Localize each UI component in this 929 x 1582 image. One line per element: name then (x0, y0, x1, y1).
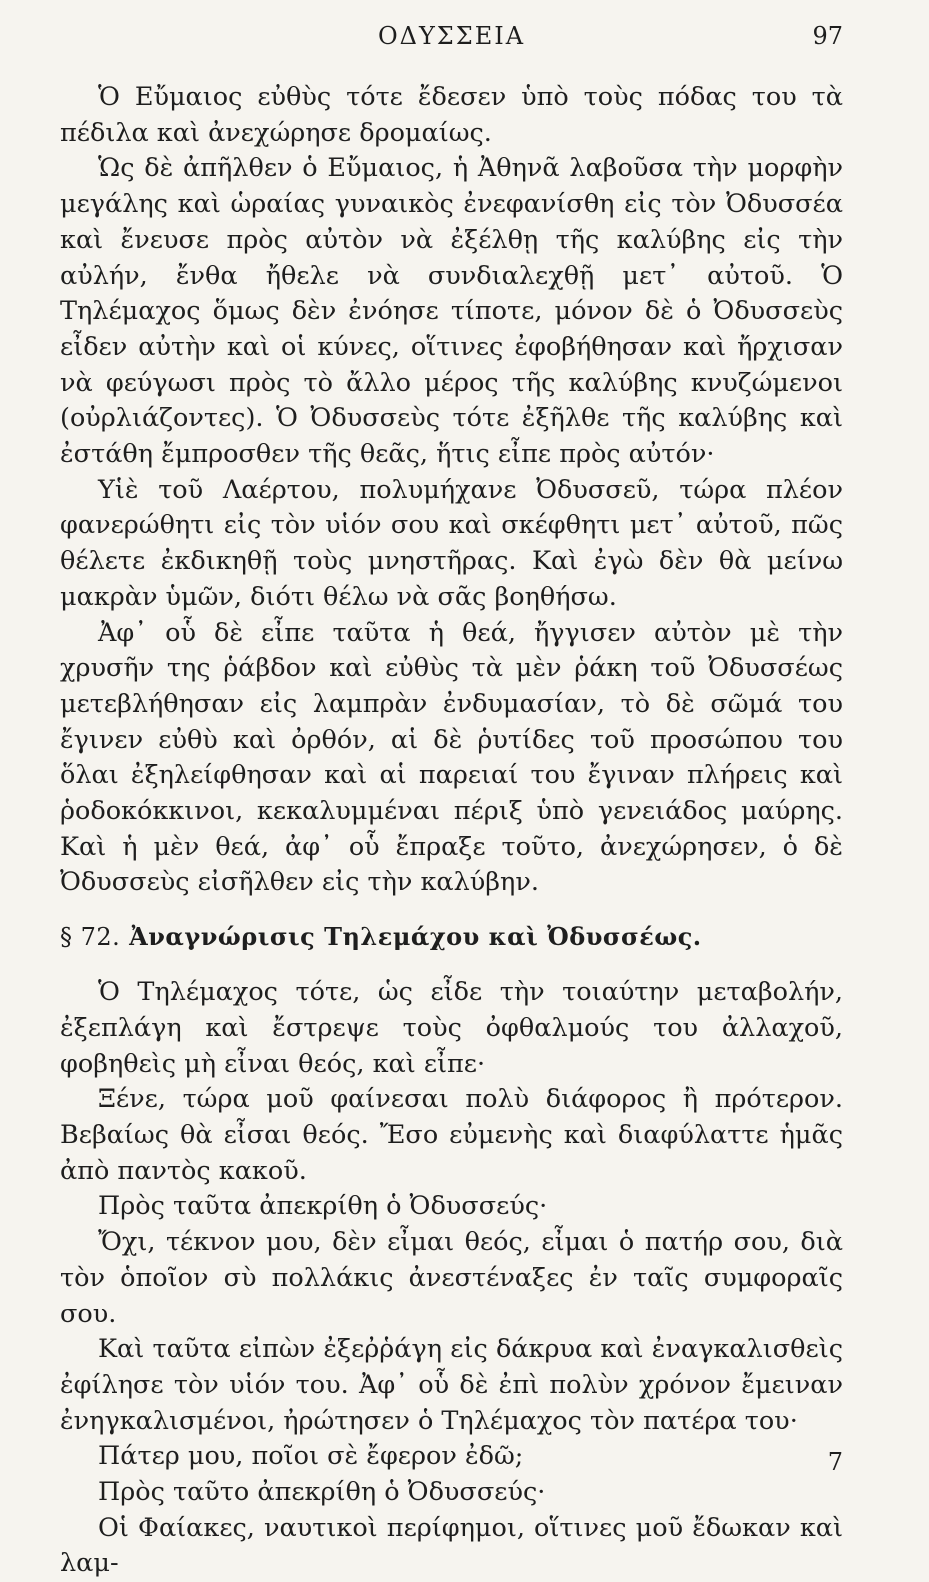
section-title: Ἀναγνώρισις Τηλεμάχου καὶ Ὀδυσσέως. (129, 922, 702, 952)
paragraph: Υἱὲ τοῦ Λαέρτου, πολυμήχανε Ὀδυσσεῦ, τώρα πλέον φανερώθητι εἰς τὸν υἱόν σου καὶ σκέφθητι μετ᾽ αὐτοῦ, πῶς θέλετε ἐκδικηθῇ τοὺς μνηστῆρας. Καὶ ἐγὼ δὲν θὰ μείνω μακρὰν ὑμῶν, διότι θέλω νὰ σᾶς βοηθήσω. (60, 474, 843, 612)
section-number: § 72. (60, 923, 121, 952)
paragraph: Καὶ ταῦτα εἰπὼν ἐξεῤῥάγη εἰς δάκρυα καὶ ἐναγκαλισθεὶς ἐφίλησε τὸν υἱόν του. Ἀφ᾽ οὗ δὲ ἐπὶ πολὺν χρόνον ἔμειναν ἐνηγκαλισμένοι, ἠρώτησεν ὁ Τηλέμαχος τὸν πατέρα του· (60, 1334, 843, 1436)
section-heading (60, 921, 843, 953)
paragraph: Οἱ Φαίακες, ναυτικοὶ περίφημοι, οἵτινες μοῦ ἔδωκαν καὶ λαμ- (60, 1512, 843, 1579)
paragraph: Πρὸς ταῦτα ἀπεκρίθη ὁ Ὀδυσσεύς· (98, 1191, 548, 1222)
paragraph: Ὁ Τηλέμαχος τότε, ὡς εἶδε τὴν τοιαύτην μεταβολήν, ἐξεπλάγη καὶ ἔστρεψε τοὺς ὀφθαλμούς του ἀλλαχοῦ, φοβηθεὶς μὴ εἶναι θεός, καὶ εἶπε· (60, 977, 843, 1079)
signature-mark: 7 (827, 1448, 843, 1476)
paragraph: Πάτερ μου, ποῖοι σὲ ἔφερον ἐδῶ; (98, 1441, 524, 1472)
paragraph: Πρὸς ταῦτο ἀπεκρίθη ὁ Ὀδυσσεύς· (98, 1477, 546, 1508)
paragraph: Ὁ Εὔμαιος εὐθὺς τότε ἔδεσεν ὑπὸ τοὺς πόδας του τὰ πέδιλα καὶ ἀνεχώρησε δρομαίως. (60, 82, 843, 148)
running-header (60, 22, 843, 62)
page-number: 97 (812, 22, 843, 50)
paragraph: Ὡς δὲ ἀπῆλθεν ὁ Εὔμαιος, ἡ Ἀθηνᾶ λαβοῦσα τὴν μορφὴν μεγάλης καὶ ὡραίας γυναικὸς ἐνεφανίσθη εἰς τὸν Ὀδυσσέα καὶ ἔνευσε πρὸς αὐτὸν νὰ ἐξέλθῃ τῆς καλύβης εἰς τὴν αὐλήν, ἔνθα ἤθελε νὰ συνδιαλεχθῇ μετ᾽ αὐτοῦ. Ὁ Τηλέμαχος ὅμως δὲν ἐνόησε τίποτε, μόνον δὲ ὁ Ὀδυσσεὺς εἶδεν αὐτὴν καὶ οἱ κύνες, οἵτινες ἐφοβήθησαν καὶ ἤρχισαν νὰ φεύγωσι πρὸς τὸ ἄλλο μέρος τῆς καλύβης κνυζώμενοι (οὐρλιάζοντες). Ὁ Ὀδυσσεὺς τότε ἐξῆλθε τῆς καλύβης καὶ ἐστάθη ἔμπροσθεν τῆς θεᾶς, ἥτις εἶπε πρὸς αὐτόν· (60, 153, 843, 470)
paragraph: Ἀφ᾽ οὗ δὲ εἶπε ταῦτα ἡ θεά, ἤγγισεν αὐτὸν μὲ τὴν χρυσῆν της ῥάβδον καὶ εὐθὺς τὰ μὲν ῥάκη τοῦ Ὀδυσσέως μετεβλήθησαν εἰς λαμπρὰν ἐνδυμασίαν, τὸ δὲ σῶμά του ἔγινεν εὐθὺ καὶ ὀρθόν, αἱ δὲ ῥυτίδες τοῦ προσώπου του ὅλαι ἐξηλείφθησαν καὶ αἱ παρειαί του ἔγιναν πλήρεις καὶ ῥοδοκόκκινοι, κεκαλυμμέναι πέριξ ὑπὸ γενειάδος μαύρης. Καὶ ἡ μὲν θεά, ἀφ᾽ οὗ ἔπραξε τοῦτο, ἀνεχώρησεν, ὁ δὲ Ὀδυσσεὺς εἰσῆλθεν εἰς τὴν καλύβην. (60, 617, 843, 898)
paragraph: Ὄχι, τέκνον μου, δὲν εἶμαι θεός, εἶμαι ὁ πατήρ σου, διὰ τὸν ὁποῖον σὺ πολλάκις ἀνεστέναξες ἐν ταῖς συμφοραῖς σου. (60, 1227, 843, 1329)
running-title: ΟΔΥΣΣΕΙΑ (377, 22, 526, 50)
page-body (60, 80, 843, 1582)
paragraph: Ξένε, τώρα μοῦ φαίνεσαι πολὺ διάφορος ἢ πρότερον. Βεβαίως θὰ εἶσαι θεός. Ἔσο εὐμενὴς καὶ διαφύλαττε ἡμᾶς ἀπὸ παντὸς κακοῦ. (60, 1084, 843, 1186)
